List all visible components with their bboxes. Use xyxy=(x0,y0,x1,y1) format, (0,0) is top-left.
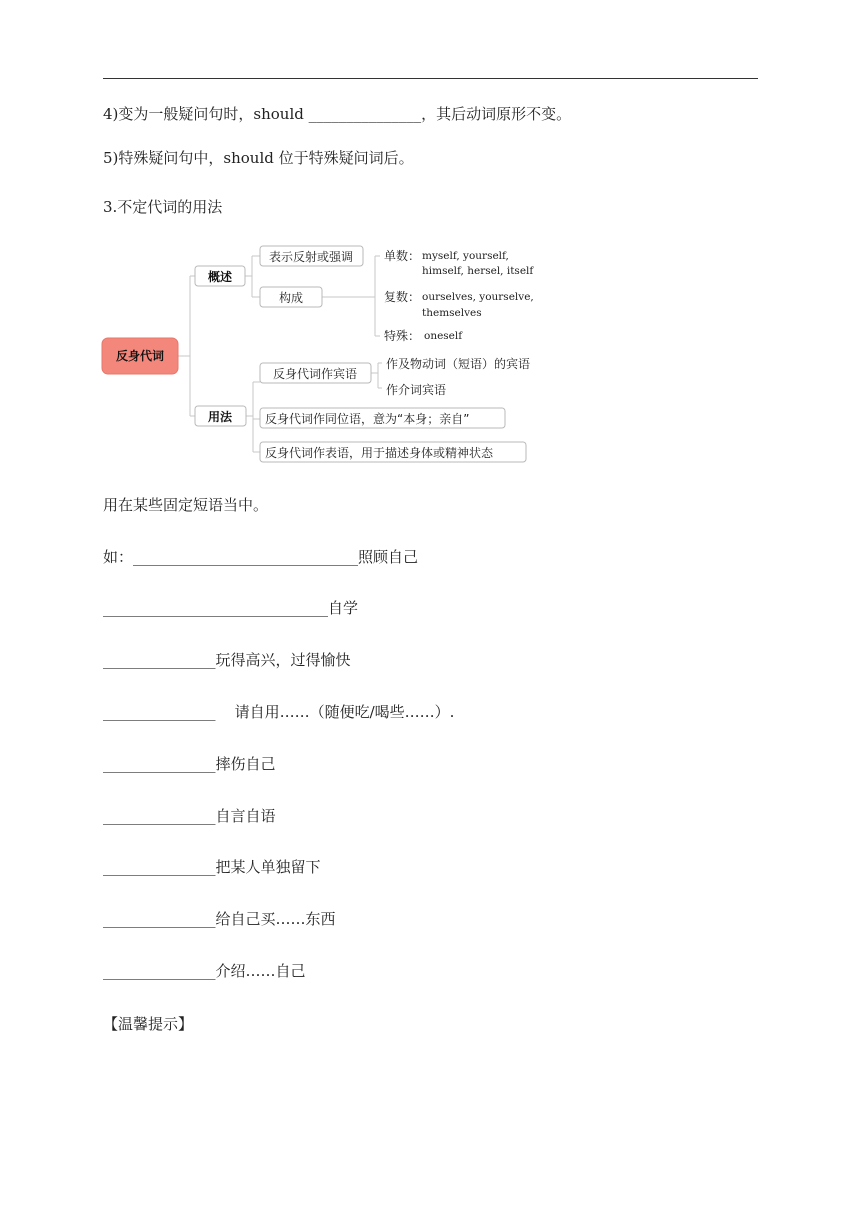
as-appositive-label: 反身代词作同位语，意为“本身；亲自” xyxy=(265,412,470,426)
as-object-label: 反身代词作宾语 xyxy=(272,367,358,381)
singular-label: 单数： xyxy=(384,249,421,263)
singular-forms-2: himself, hersel, itself xyxy=(422,265,534,277)
connector-object xyxy=(371,363,382,388)
exercise-talk-to-self: _______________自言自语 xyxy=(103,807,276,825)
exercise-take-care: 如：______________________________照顾自己 xyxy=(103,548,419,566)
verb-object-label: 作及物动词（短语）的宾语 xyxy=(386,357,531,371)
exercise-self-study: ______________________________自学 xyxy=(103,599,359,617)
line-should-question: 4)变为一般疑问句时，should _______________，其后动词原形不变。 xyxy=(103,105,572,123)
warm-tip-heading: 【温馨提示】 xyxy=(103,1015,194,1033)
plural-forms-2: themselves xyxy=(422,307,482,319)
special-label: 特殊： xyxy=(384,329,421,343)
usage-label: 用法 xyxy=(207,410,233,424)
plural-label: 复数： xyxy=(384,290,421,304)
line-fixed-phrases: 用在某些固定短语当中。 xyxy=(103,496,269,514)
exercise-hurt: _______________摔伤自己 xyxy=(103,755,276,773)
singular-forms-1: myself, yourself, xyxy=(422,250,509,262)
exercise-leave-alone: _______________把某人单独留下 xyxy=(103,858,321,876)
prep-object-label: 作介词宾语 xyxy=(386,383,447,397)
root-label: 反身代词 xyxy=(115,349,165,363)
reflexive-emphasis-label: 表示反射或强调 xyxy=(268,250,354,264)
section-title: 3.不定代词的用法 xyxy=(103,198,223,216)
formation-label: 构成 xyxy=(278,291,304,305)
special-form: oneself xyxy=(424,330,463,342)
connector-overview xyxy=(245,256,260,297)
connector-usage xyxy=(246,382,260,452)
exercise-buy-self: _______________给自己买……东西 xyxy=(103,910,336,928)
exercise-introduce: _______________介绍……自己 xyxy=(103,962,306,980)
exercise-help-yourself: _______________ 请自用……（随便吃/喝些……）. xyxy=(103,703,455,721)
connector-formation xyxy=(322,256,380,336)
overview-label: 概述 xyxy=(207,270,233,284)
connector-root xyxy=(178,276,195,416)
line-should-wh-question: 5)特殊疑问句中，should 位于特殊疑问词后。 xyxy=(103,149,414,167)
exercise-enjoy: _______________玩得高兴，过得愉快 xyxy=(103,651,351,669)
plural-forms-1: ourselves, yourselve, xyxy=(422,291,534,303)
as-predicative-label: 反身代词作表语，用于描述身体或精神状态 xyxy=(265,446,494,460)
